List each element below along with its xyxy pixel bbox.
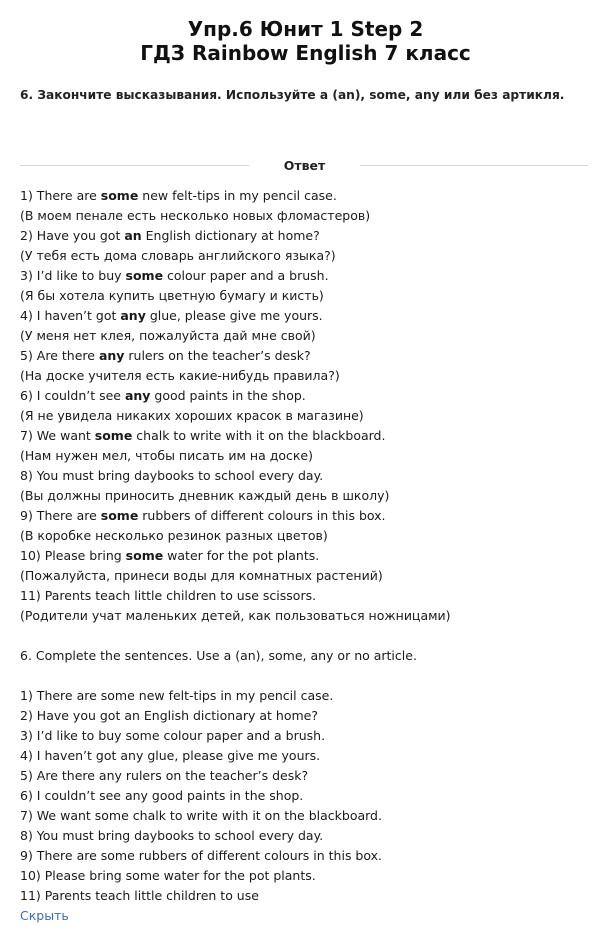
answer-text: colour paper and a brush. bbox=[163, 268, 329, 283]
answer-text: glue, please give me yours. bbox=[145, 308, 323, 323]
answer-text: (В моем пенале есть несколько новых фломастеров) bbox=[20, 208, 371, 223]
answer-text: 2) Have you got bbox=[20, 228, 125, 243]
answer-translation bbox=[20, 446, 451, 466]
page-title-line2: ГДЗ Rainbow English 7 класс bbox=[140, 41, 471, 65]
answer-divider-left bbox=[20, 165, 249, 166]
answer-text: 1) There are bbox=[20, 188, 101, 203]
answer-divider-right bbox=[360, 165, 588, 166]
answer-sentence bbox=[20, 506, 451, 526]
answer-text: (Вы должны приносить дневник каждый день в школу) bbox=[20, 488, 390, 503]
english-sentence: 4) I haven’t got any glue, please give me yours. bbox=[20, 748, 321, 763]
english-task-heading: 6. Complete the sentences. Use a (an), some, any or no article. bbox=[20, 648, 417, 663]
answer-word: any bbox=[120, 308, 146, 323]
page-title-line1: Упр.6 Юнит 1 Step 2 bbox=[187, 17, 424, 41]
answer-text: new felt-tips in my pencil case. bbox=[138, 188, 337, 203]
english-sentence: 7) We want some chalk to write with it on the blackboard. bbox=[20, 808, 382, 823]
answer-text: rubbers of different colours in this box. bbox=[138, 508, 386, 523]
answer-sentence bbox=[20, 466, 451, 486]
answer-sentence bbox=[20, 346, 451, 366]
answer-word: some bbox=[125, 548, 164, 563]
answer-text: 11) Parents teach little children to use scissors. bbox=[20, 588, 317, 603]
answer-list bbox=[20, 186, 451, 626]
answer-text: 4) I haven’t got bbox=[20, 308, 121, 323]
answer-sentence bbox=[20, 186, 451, 206]
answer-text: English dictionary at home? bbox=[141, 228, 320, 243]
answer-translation bbox=[20, 366, 451, 386]
answer-text: 7) We want bbox=[20, 428, 95, 443]
answer-translation bbox=[20, 526, 451, 546]
answer-sentence bbox=[20, 426, 451, 446]
english-sentence: 11) Parents teach little children to use bbox=[20, 888, 259, 903]
answer-word: an bbox=[124, 228, 142, 243]
english-sentence: 8) You must bring daybooks to school every day. bbox=[20, 828, 324, 843]
english-sentence: 3) I’d like to buy some colour paper and a brush. bbox=[20, 728, 326, 743]
answer-sentence bbox=[20, 586, 451, 606]
answer-text: 8) You must bring daybooks to school every day. bbox=[20, 468, 324, 483]
english-sentence: 10) Please bring some water for the pot plants. bbox=[20, 868, 316, 883]
english-sentence: 9) There are some rubbers of different colours in this box. bbox=[20, 848, 383, 863]
english-sentence: 5) Are there any rulers on the teacher’s desk? bbox=[20, 768, 309, 783]
answer-text: good paints in the shop. bbox=[150, 388, 306, 403]
answer-word: any bbox=[124, 388, 151, 403]
english-sentence-list bbox=[20, 686, 382, 906]
answer-text: 9) There are bbox=[20, 508, 101, 523]
answer-translation bbox=[20, 406, 451, 426]
hide-link[interactable]: Скрыть bbox=[20, 908, 69, 923]
answer-text: (Я не увидела никаких хороших красок в магазине) bbox=[20, 408, 364, 423]
answer-text: (У тебя есть дома словарь английского языка?) bbox=[20, 248, 336, 263]
answer-text: 6) I couldn’t see bbox=[20, 388, 125, 403]
task-instruction: 6. Закончите высказывания. Используйте a (an), some, any или без артикля. bbox=[20, 88, 565, 102]
answer-text: 5) Are there bbox=[20, 348, 99, 363]
answer-sentence bbox=[20, 226, 451, 246]
answer-sentence bbox=[20, 386, 451, 406]
answer-text: 3) I’d like to buy bbox=[20, 268, 126, 283]
english-sentence: 6) I couldn’t see any good paints in the shop. bbox=[20, 788, 304, 803]
answer-word: some bbox=[125, 268, 164, 283]
answer-translation bbox=[20, 326, 451, 346]
answer-translation bbox=[20, 486, 451, 506]
answer-text: 10) Please bring bbox=[20, 548, 126, 563]
answer-word: some bbox=[94, 428, 133, 443]
answer-word: any bbox=[98, 348, 125, 363]
answer-text: (Пожалуйста, принеси воды для комнатных растений) bbox=[20, 568, 383, 583]
answer-text: water for the pot plants. bbox=[163, 548, 320, 563]
answer-sentence bbox=[20, 546, 451, 566]
answer-translation bbox=[20, 286, 451, 306]
answer-text: (У меня нет клея, пожалуйста дай мне свой) bbox=[20, 328, 316, 343]
answer-text: (Родители учат маленьких детей, как пользоваться ножницами) bbox=[20, 608, 451, 623]
english-sentence: 2) Have you got an English dictionary at home? bbox=[20, 708, 318, 723]
answer-translation bbox=[20, 566, 451, 586]
answer-sentence bbox=[20, 306, 451, 326]
answer-word: some bbox=[100, 508, 139, 523]
answer-translation bbox=[20, 206, 451, 226]
answer-text: (Я бы хотела купить цветную бумагу и кисть) bbox=[20, 288, 324, 303]
english-sentence: 1) There are some new felt-tips in my pencil case. bbox=[20, 688, 334, 703]
answer-sentence bbox=[20, 266, 451, 286]
answer-translation bbox=[20, 246, 451, 266]
answer-text: (Нам нужен мел, чтобы писать им на доске) bbox=[20, 448, 313, 463]
answer-text: (В коробке несколько резинок разных цветов) bbox=[20, 528, 328, 543]
answer-word: some bbox=[100, 188, 139, 203]
answer-text: chalk to write with it on the blackboard. bbox=[132, 428, 386, 443]
answer-text: rulers on the teacher’s desk? bbox=[124, 348, 311, 363]
answer-heading: Ответ bbox=[283, 158, 326, 173]
answer-text: (На доске учителя есть какие-нибудь правила?) bbox=[20, 368, 340, 383]
answer-translation bbox=[20, 606, 451, 626]
